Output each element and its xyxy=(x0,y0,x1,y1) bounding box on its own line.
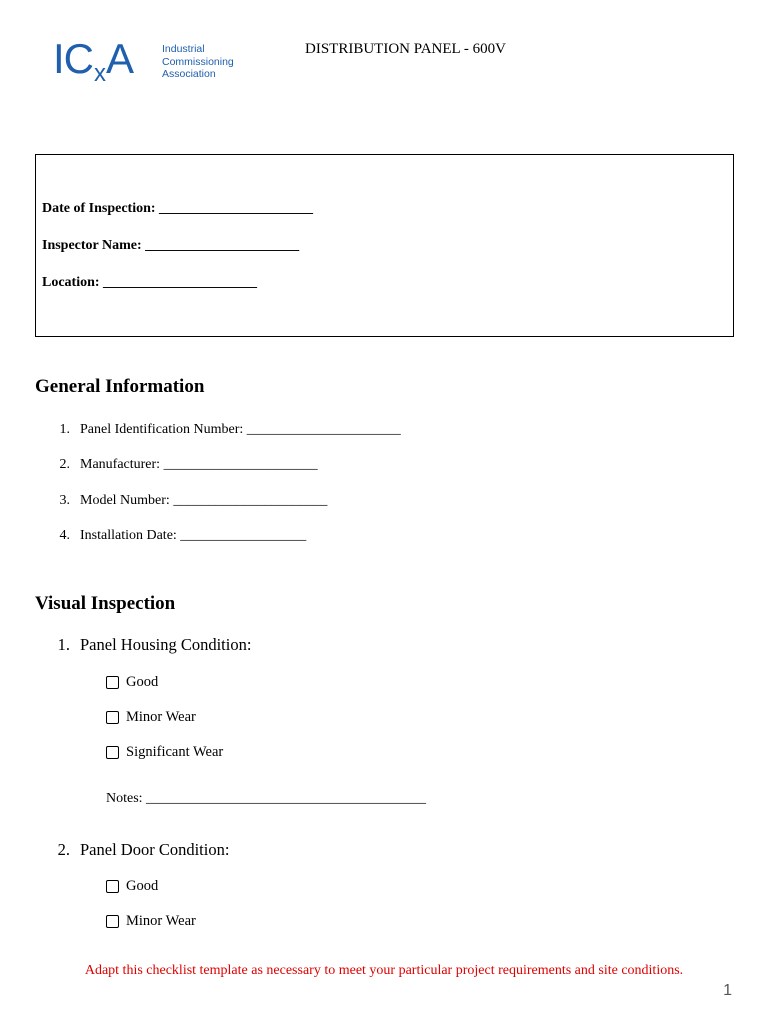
logo-mark-x: x xyxy=(94,60,105,87)
checkbox-icon[interactable] xyxy=(106,676,119,689)
housing-notes-field[interactable]: Notes: ________________________________________ xyxy=(106,791,427,806)
housing-minor-wear-option[interactable] xyxy=(106,709,196,726)
logo-mark xyxy=(53,35,134,87)
icxa-logo xyxy=(40,34,240,94)
template-disclaimer: Adapt this checklist template as necessary to meet your particular project requirements and site conditions. xyxy=(84,963,684,978)
checkbox-icon[interactable] xyxy=(106,880,119,893)
location-field[interactable]: Location: ______________________ xyxy=(42,275,258,290)
housing-good-option[interactable] xyxy=(106,674,158,691)
manufacturer-field[interactable]: Manufacturer: ______________________ xyxy=(80,457,318,472)
door-good-option[interactable] xyxy=(106,878,158,895)
logo-mark-ic: IC xyxy=(53,35,93,82)
panel-housing-condition-label: Panel Housing Condition: xyxy=(80,635,252,654)
list-item-number: 3. xyxy=(59,493,70,508)
option-label: Significant Wear xyxy=(126,744,224,760)
checkbox-icon[interactable] xyxy=(106,915,119,928)
list-item-number: 4. xyxy=(59,528,70,543)
checkbox-icon[interactable] xyxy=(106,711,119,724)
logo-mark-a: A xyxy=(106,35,134,82)
checkbox-icon[interactable] xyxy=(106,746,119,759)
door-minor-wear-option[interactable] xyxy=(106,913,196,930)
option-label: Minor Wear xyxy=(126,913,196,929)
date-of-inspection-field[interactable]: Date of Inspection: ______________________ xyxy=(42,201,314,216)
general-information-heading: General Information xyxy=(35,376,205,397)
option-label: Good xyxy=(126,878,159,894)
option-label: Good xyxy=(126,674,159,690)
list-item-number: 2. xyxy=(57,840,70,859)
logo-line-1: Industrial xyxy=(162,43,205,55)
model-number-field[interactable]: Model Number: ______________________ xyxy=(80,493,328,508)
panel-door-condition-label: Panel Door Condition: xyxy=(80,840,230,859)
document-title: DISTRIBUTION PANEL - 600V xyxy=(305,41,506,57)
inspection-details-box xyxy=(35,154,734,337)
logo-wordmark xyxy=(162,43,234,81)
visual-inspection-heading: Visual Inspection xyxy=(35,593,176,614)
logo-line-3: Association xyxy=(162,68,216,80)
inspector-name-field[interactable]: Inspector Name: ______________________ xyxy=(42,238,300,253)
option-label: Minor Wear xyxy=(126,709,196,725)
list-item-number: 1. xyxy=(57,635,70,654)
housing-significant-wear-option[interactable] xyxy=(106,744,223,761)
page-number: 1 xyxy=(723,982,732,999)
logo-line-2: Commissioning xyxy=(162,55,234,68)
list-item-number: 1. xyxy=(59,422,70,437)
list-item-number: 2. xyxy=(59,457,70,472)
panel-identification-number-field[interactable]: Panel Identification Number: ______________________ xyxy=(80,422,401,437)
installation-date-field[interactable]: Installation Date: __________________ xyxy=(80,528,307,543)
